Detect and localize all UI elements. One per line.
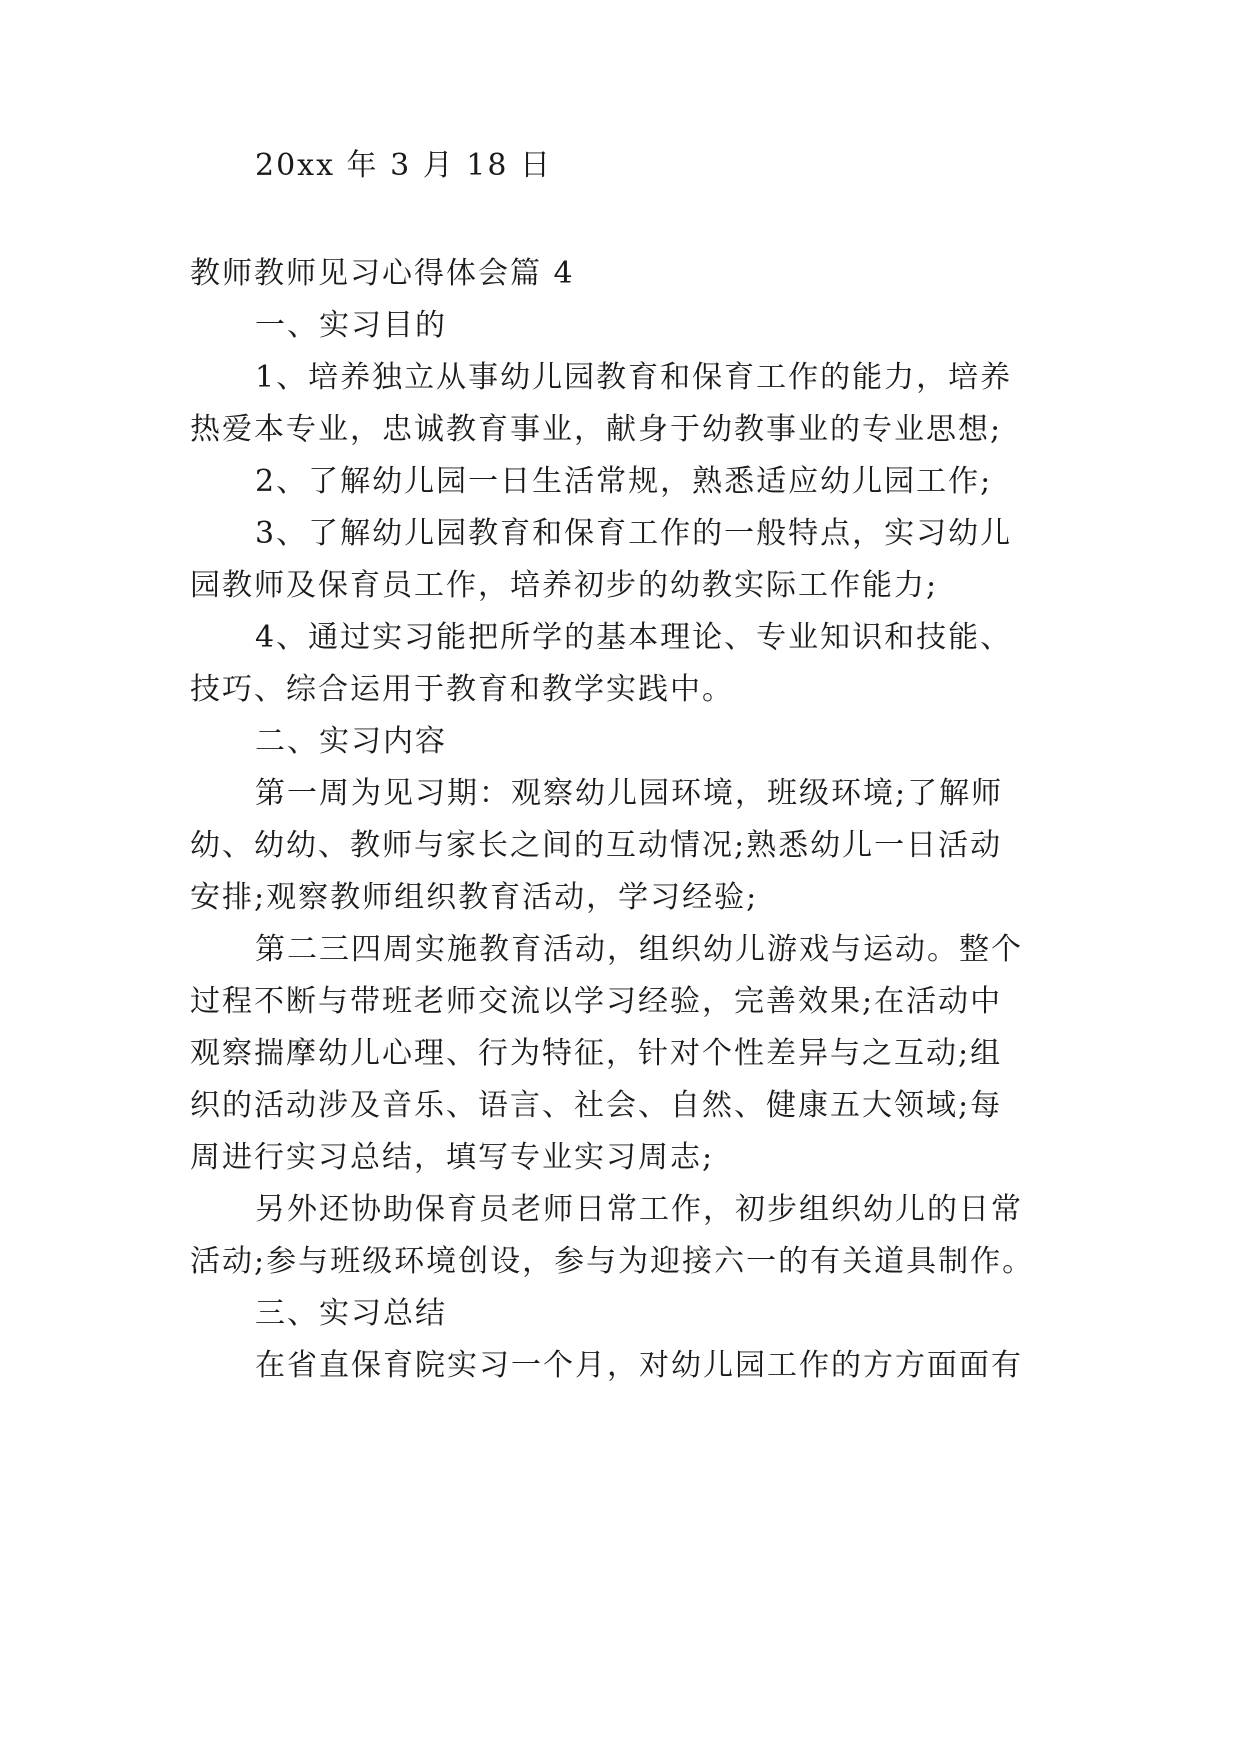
paragraph-line: 幼、幼幼、教师与家长之间的互动情况;熟悉幼儿一日活动: [190, 828, 1003, 863]
paragraph-line: 周进行实习总结，填写专业实习周志;: [190, 1140, 715, 1175]
heading-summary: 三、实习总结: [255, 1296, 447, 1331]
paragraph-line: 第一周为见习期：观察幼儿园环境，班级环境;了解师: [255, 776, 1004, 811]
paragraph-line: 园教师及保育员工作，培养初步的幼教实际工作能力;: [190, 568, 939, 603]
paragraph-line: 观察揣摩幼儿心理、行为特征，针对个性差异与之互动;组: [190, 1036, 1003, 1071]
section-title: 教师教师见习心得体会篇 4: [190, 256, 575, 291]
paragraph-line: 3、了解幼儿园教育和保育工作的一般特点，实习幼儿: [255, 516, 1013, 551]
paragraph-line: 安排;观察教师组织教育活动，学习经验;: [190, 880, 759, 915]
paragraph-line: 第二三四周实施教育活动，组织幼儿游戏与运动。整个: [255, 932, 1023, 967]
paragraph-line: 1、培养独立从事幼儿园教育和保育工作的能力，培养: [255, 360, 1013, 395]
date-line: 20xx 年 3 月 18 日: [255, 148, 552, 183]
paragraph-line: 活动;参与班级环境创设，参与为迎接六一的有关道具制作。: [190, 1244, 1035, 1279]
paragraph-line: 2、了解幼儿园一日生活常规，熟悉适应幼儿园工作;: [255, 464, 993, 499]
paragraph-line: 另外还协助保育员老师日常工作，初步组织幼儿的日常: [255, 1192, 1023, 1227]
heading-content: 二、实习内容: [255, 724, 447, 759]
paragraph-line: 4、通过实习能把所学的基本理论、专业知识和技能、: [255, 620, 1013, 655]
paragraph-line: 热爱本专业，忠诚教育事业，献身于幼教事业的专业思想;: [190, 412, 1003, 447]
paragraph-line: 技巧、综合运用于教育和教学实践中。: [190, 672, 734, 707]
paragraph-line: 织的活动涉及音乐、语言、社会、自然、健康五大领域;每: [190, 1088, 1003, 1123]
paragraph-line: 在省直保育院实习一个月，对幼儿园工作的方方面面有: [255, 1348, 1023, 1383]
heading-purpose: 一、实习目的: [255, 308, 447, 343]
paragraph-line: 过程不断与带班老师交流以学习经验，完善效果;在活动中: [190, 984, 1003, 1019]
